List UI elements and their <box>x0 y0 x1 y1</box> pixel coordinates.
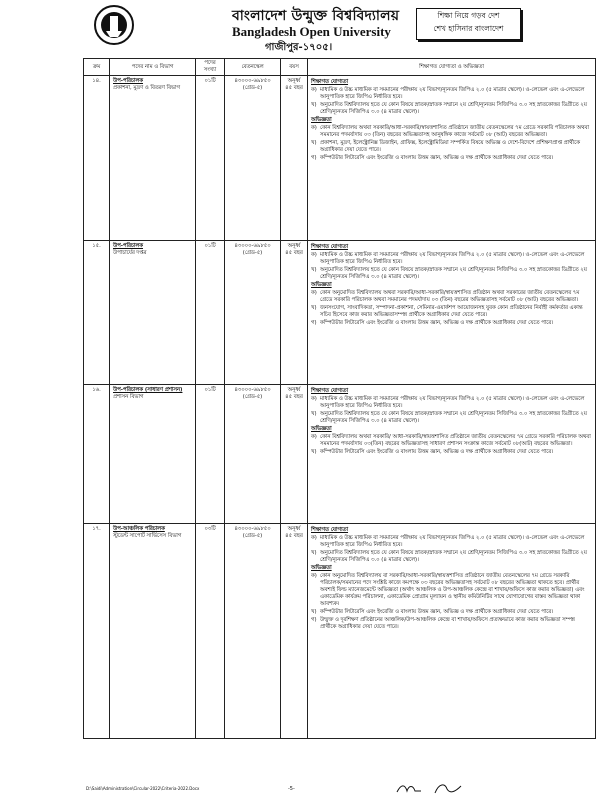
education-heading: শিক্ষাগত যোগ্যতা <box>311 527 349 533</box>
item-marker: খ) <box>311 305 317 311</box>
item-marker: খ) <box>311 449 317 455</box>
item-marker: ক) <box>311 87 317 93</box>
item-marker: ক) <box>311 125 317 131</box>
item-text: অনুমোদিত বিশ্ববিদ্যালয় হতে যে কোন বিষয়ে স্নাতক/স্নাতক সম্মানে ২য় শ্রেণি/ন্যূনতম সিজিপিএ ৩.০ সহ স্নাতকোত্তর ডিগ্রীতে ২য় শ্রেণি/ন্যূনতম সিজিপিএ ৩.০ (৪ মাত্রার স্কেলে)। <box>320 102 587 115</box>
list-item <box>311 252 592 266</box>
item-text: কম্পিউটার লিটারেসি এবং ইংরেজি ও বাংলায় উত্তম জ্ঞান, অভিজ্ঞ ও দক্ষ প্রার্থীকে অগ্রাধিকার দেয়া যেতে পারে। <box>320 449 554 455</box>
list-item <box>311 267 592 281</box>
post-title: উপ-পরিচালক (সাধারণ প্রশাসন) <box>113 387 183 393</box>
education-heading: শিক্ষাগত যোগ্যতা <box>311 388 349 394</box>
university-logo-icon <box>93 4 135 46</box>
item-text: কোন বিশ্ববিদ্যালয় অথবা সরকারি/আধা-সরকারি/স্বায়ত্তশাসিত প্রতিষ্ঠানে জাতীয় বেতনস্কেলের ৭ম গ্রেডে সরকারি পরিচালক অথবা সমমানের পদমর্যাদায় ০৩ (তিন) বছরের অভিজ্ঞতাসহ আনুষঙ্গিক কাজে সর্বমোট ০৮ (আট) বছরের অভিজ্ঞতা। <box>320 125 590 138</box>
list-item <box>311 449 592 456</box>
item-text: মাধ্যমিক ও উচ্চ মাধ্যমিক বা সমমানের পরীক্ষায় ২য় বিভাগ/ন্যূনতম জিপিএ ২.০ (৫ মাত্রার স্কেলে)। ও-লেভেল এবং এ-লেভেলে আনুপাতিক হারে জিপিএ নির্ধারিত হবে। <box>320 252 585 265</box>
footer-file-path: D:\Saidi\Administration\Circular-2022\Criteria-2022.Docx <box>86 786 200 791</box>
item-marker: গ) <box>311 617 317 623</box>
post-department: স্টুডেন্ট সাপোর্ট সার্ভিসেস বিভাগ <box>113 533 182 539</box>
pay-grade: (গ্রেড-৫) <box>242 250 263 256</box>
experience-list <box>311 573 592 631</box>
list-item <box>311 125 592 139</box>
list-item <box>311 411 592 425</box>
serial-number: ১৭. <box>84 524 110 739</box>
pay-grade: (গ্রেড-৫) <box>242 85 263 91</box>
item-marker: খ) <box>311 411 317 417</box>
list-item <box>311 550 592 564</box>
list-item <box>311 155 592 162</box>
list-item <box>311 102 592 116</box>
post-department: উপাচার্যের দপ্তর <box>113 250 147 256</box>
age-limit: অনূর্ধ্ব ৪৫ বছর <box>281 524 308 739</box>
pay-scale: ৪৩০০০-৬৯৮৫০ <box>234 526 271 532</box>
list-item <box>311 573 592 608</box>
item-text: উন্মুক্ত ও দূরশিক্ষণ প্রতিষ্ঠানের আঞ্চলিক/উপ-আঞ্চলিক কেন্দ্রে বা শাখায়/অফিসে প্রত্যক্ষভাবে কাজ করার অভিজ্ঞতা সম্পন্ন প্রার্থীকে অগ্রাধিকার দেয়া যেতে পারে। <box>320 617 575 630</box>
item-text: কম্পিউটার লিটারেসি এবং ইংরেজি ও বাংলায় উত্তম জ্ঞান, অভিজ্ঞ ও দক্ষ প্রার্থীকে অগ্রাধিকার দেয়া যেতে পারে। <box>320 609 554 615</box>
list-item <box>311 320 592 327</box>
post-cell <box>110 76 196 241</box>
post-cell <box>110 524 196 739</box>
list-item <box>311 617 592 631</box>
signature-icon <box>395 780 465 796</box>
item-text: কম্পিউটার লিটারেসি এবং ইংরেজি ও বাংলায় উত্তম জ্ঞান, অভিজ্ঞ ও দক্ষ প্রার্থীকে অগ্রাধিকার দেয়া যেতে পারে। <box>320 320 554 326</box>
item-marker: খ) <box>311 609 317 615</box>
pay-scale-cell <box>225 385 281 524</box>
item-text: অনুমোদিত বিশ্ববিদ্যালয় হতে যে কোন বিষয়ে স্নাতক/স্নাতক সম্মানে ২য় শ্রেণি/ন্যূনতম সিজিপিএ ৩.০ সহ স্নাতকোত্তর ডিগ্রীতে ২য় শ্রেণি/ন্যূনতম সিজিপিএ ৩.০ (৪ মাত্রার স্কেলে)। <box>320 267 587 280</box>
education-list <box>311 87 592 116</box>
item-marker: ক) <box>311 290 317 296</box>
list-item <box>311 396 592 410</box>
education-heading: শিক্ষাগত যোগ্যতা <box>311 79 349 85</box>
experience-list <box>311 290 592 327</box>
pay-scale-cell <box>225 241 281 385</box>
item-text: কোন অনুমোদিত বিশ্ববিদ্যালয় বা সরকারি/আধা-সরকারি/স্বায়ত্তশাসিত প্রতিষ্ঠানে জাতীয় বেতনস্কেলের ৭ম গ্রেডে সরকারি পরিচালক/সমমানের পদে সংশ্লিষ্ট কাজে কমপক্ষে ০৩ বছরের অভিজ্ঞতাসহ সর্বমোট ০৮ বছরের অভিজ্ঞতা থাকতে হবে। প্রার্থীর অবশ্যই ফিল্ড ম্যানেজমেন্টে অভিজ্ঞতা (অর্থাৎ আঞ্চলিক ও উপ-আঞ্চলিক কেন্দ্রে বা শাখায়/অফিসে কাজ করার অভিজ্ঞতা) এবং একাডেমিক কার্যক্রম পরিচালনা, একাডেমিক প্রোগ্রাম মূল্যায়ন ও স্থানীয় কমিউনিটির সাথে যোগাযোগের বাস্তব অভিজ্ঞতা থাকা আবশ্যক। <box>320 573 585 607</box>
list-item <box>311 305 592 319</box>
serial-number: ১৪. <box>84 76 110 241</box>
post-title: উপ-পরিচালক <box>113 243 143 249</box>
list-item <box>311 434 592 448</box>
age-limit: অনূর্ধ্ব ৪৫ বছর <box>281 76 308 241</box>
item-text: কোন অনুমোদিত বিশ্ববিদ্যালয় অথবা সরকারি/আধা-সরকারি/স্বায়ত্তশাসিত প্রতিষ্ঠান অথবা সরকারের জাতীয় বেতনস্কেলের ৭ম গ্রেডে সরকারি পরিচালক অথবা সমমানের পদমর্যাদায় ০৩ (তিন) বছরের অভিজ্ঞতাসহ সর্বমোট ০৮ (আট) বছরের অভিজ্ঞতা। <box>320 290 580 303</box>
pay-scale: ৪৩০০০-৬৯৮৫০ <box>234 78 271 84</box>
pay-scale-cell <box>225 76 281 241</box>
item-marker: ক) <box>311 434 317 440</box>
post-department: প্রশাসন বিভাগ <box>113 394 144 400</box>
header-scale: বেতনস্কেল <box>225 59 281 76</box>
item-marker: ক) <box>311 396 317 402</box>
table-header-row <box>84 59 596 76</box>
slogan-line-1: শিক্ষা নিয়ে গড়ব দেশ <box>437 11 500 20</box>
table-row <box>84 76 596 241</box>
post-title: উপ-পরিচালক <box>113 78 143 84</box>
age-limit: অনূর্ধ্ব ৪৫ বছর <box>281 241 308 385</box>
slogan-line-2: শেখ হাসিনার বাংলাদেশ <box>433 24 504 33</box>
qualification-cell <box>308 385 596 524</box>
item-marker: খ) <box>311 550 317 556</box>
qualification-cell <box>308 524 596 739</box>
post-cell <box>110 241 196 385</box>
item-text: কোন বিশ্ববিদ্যালয় অথবা সরকারি/ আধা-সরকারি/স্বায়ত্তশাসিত প্রতিষ্ঠানে জাতীয় বেতনস্কেলের ৭ম গ্রেডে সরকারি পরিচালক অথবা সমমানের পদমর্যাদায় ০৩(তিন) বছরের অভিজ্ঞতাসহ সাধারণ প্রশাসন সংক্রান্ত কাজে সর্বমোট ০৮(আট) বছরের অভিজ্ঞতা। <box>320 434 591 447</box>
pay-scale-cell <box>225 524 281 739</box>
item-marker: ক) <box>311 573 317 579</box>
post-count: ০৩টি <box>196 524 225 739</box>
post-count: ০১টি <box>196 241 225 385</box>
job-criteria-table <box>83 58 596 739</box>
item-marker: ক) <box>311 252 317 258</box>
header-serial: ক্রম <box>84 59 110 76</box>
pay-grade: (গ্রেড-৫) <box>242 533 263 539</box>
experience-list <box>311 125 592 162</box>
table-row <box>84 524 596 739</box>
item-text: মাধ্যমিক ও উচ্চ মাধ্যমিক বা সমমানের পরীক্ষায় ২য় বিভাগ/ন্যূনতম জিপিএ ২.০ (৫ মাত্রার স্কেলে)। ও-লেভেল এবং এ-লেভেলে আনুপাতিক হারে জিপিএ নির্ধারিত হবে। <box>320 396 585 409</box>
item-text: প্রকাশনা, মুদ্রণ, ইলেক্ট্রোনিক্স ডিজাইন, গ্রাফিক্স, ইলেক্ট্রোমিডিয়া সম্পর্কিত বিষয়ে অভিজ্ঞ ও দেশে-বিদেশে প্রশিক্ষণপ্রাপ্ত প্রার্থীকে অগ্রাধিকার দেয়া যেতে পারে। <box>320 140 580 153</box>
table-row <box>84 385 596 524</box>
item-text: মাধ্যমিক ও উচ্চ মাধ্যমিক বা সমমানের পরীক্ষায় ২য় বিভাগ/ন্যূনতম জিপিএ ২.০ (৫ মাত্রার স্কেলে)। ও-লেভেল এবং এ-লেভেলে আনুপাতিক হারে জিপিএ নির্ধারিত হবে। <box>320 87 585 100</box>
serial-number: ১৬. <box>84 385 110 524</box>
item-text: অনুমোদিত বিশ্ববিদ্যালয় হতে যে কোন বিষয়ে স্নাতক/স্নাতক সম্মানে ২য় শ্রেণি/ন্যূনতম সিজিপিএ ৩.০ সহ স্নাতকোত্তর ডিগ্রীতে ২য় শ্রেণি/ন্যূনতম সিজিপিএ ৩.০ (৪ মাত্রার স্কেলে)। <box>320 411 587 424</box>
item-text: মাধ্যমিক ও উচ্চ মাধ্যমিক বা সমমানের পরীক্ষায় ২য় বিভাগ/ন্যূনতম জিপিএ ২.০ (৫ মাত্রার স্কেলে)। ও-লেভেল এবং এ-লেভেলে আনুপাতিক হারে জিপিএ নির্ধারিত হবে। <box>320 535 585 548</box>
post-department: প্রকাশনা, মুদ্রণ ও বিতরণ বিভাগ <box>113 85 180 91</box>
age-limit: অনূর্ধ্ব ৪৫ বছর <box>281 385 308 524</box>
experience-heading: অভিজ্ঞতা <box>311 426 332 432</box>
post-cell <box>110 385 196 524</box>
qualification-cell <box>308 76 596 241</box>
item-text: জনসংযোগ, সাংবাদিকতা, সম্পাদনা-প্রকাশনা, সেমিনার-ওয়ার্কশপ আয়োজনসহ যুবক কোন প্রতিষ্ঠানের নির্বাহী কর্মকর্তার একান্ত সচিব হিসেবে কাজ করার অভিজ্ঞতাসম্পন্ন প্রার্থীকে অগ্রাধিকার দেয়া যেতে পারে। <box>320 305 583 318</box>
list-item <box>311 87 592 101</box>
experience-list <box>311 434 592 456</box>
list-item <box>311 290 592 304</box>
header-count: পদের সংখ্যা <box>196 59 225 76</box>
post-count: ০১টি <box>196 76 225 241</box>
experience-heading: অভিজ্ঞতা <box>311 117 332 123</box>
university-location: গাজীপুর-১৭০৫। <box>265 42 333 53</box>
serial-number: ১৫. <box>84 241 110 385</box>
experience-heading: অভিজ্ঞতা <box>311 282 332 288</box>
post-title: উপ-আঞ্চলিক পরিচালক <box>113 526 165 532</box>
pay-scale: ৪৩০০০-৬৯৮৫০ <box>234 387 271 393</box>
footer-page-number: -5- <box>288 786 295 792</box>
item-marker: গ) <box>311 155 317 161</box>
list-item <box>311 609 592 616</box>
post-count: ০১টি <box>196 385 225 524</box>
item-marker: ক) <box>311 535 317 541</box>
header-qualification: শিক্ষাগত যোগ্যতা ও অভিজ্ঞতা <box>308 59 596 76</box>
item-marker: খ) <box>311 267 317 273</box>
experience-heading: অভিজ্ঞতা <box>311 565 332 571</box>
item-marker: গ) <box>311 320 317 326</box>
header-age: বয়স <box>281 59 308 76</box>
item-marker: খ) <box>311 102 317 108</box>
item-marker: খ) <box>311 140 317 146</box>
list-item <box>311 140 592 154</box>
education-list <box>311 535 592 564</box>
slogan-box <box>416 8 521 40</box>
education-list <box>311 252 592 281</box>
table-row <box>84 241 596 385</box>
header-post: পদের নাম ও বিভাগ <box>110 59 196 76</box>
item-text: অনুমোদিত বিশ্ববিদ্যালয় হতে যে কোন বিষয়ে স্নাতক/স্নাতক সম্মানে ২য় শ্রেণি/ন্যূনতম সিজিপিএ ৩.০ সহ স্নাতকোত্তর ডিগ্রীতে ২য় শ্রেণি/ন্যূনতম সিজিপিএ ৩.০ (৪ মাত্রার স্কেলে)। <box>320 550 587 563</box>
item-text: কম্পিউটার লিটারেসি এবং ইংরেজি ও বাংলায় উত্তম জ্ঞান, অভিজ্ঞ ও দক্ষ প্রার্থীকে অগ্রাধিকার দেয়া যেতে পারে। <box>320 155 554 161</box>
list-item <box>311 535 592 549</box>
pay-scale: ৪৩০০০-৬৯৮৫০ <box>234 243 271 249</box>
education-heading: শিক্ষাগত যোগ্যতা <box>311 244 349 250</box>
university-title-bangla: বাংলাদেশ উন্মুক্ত বিশ্ববিদ্যালয় <box>232 8 400 24</box>
university-title-english: Bangladesh Open University <box>232 24 391 39</box>
pay-grade: (গ্রেড-৫) <box>242 394 263 400</box>
education-list <box>311 396 592 425</box>
qualification-cell <box>308 241 596 385</box>
